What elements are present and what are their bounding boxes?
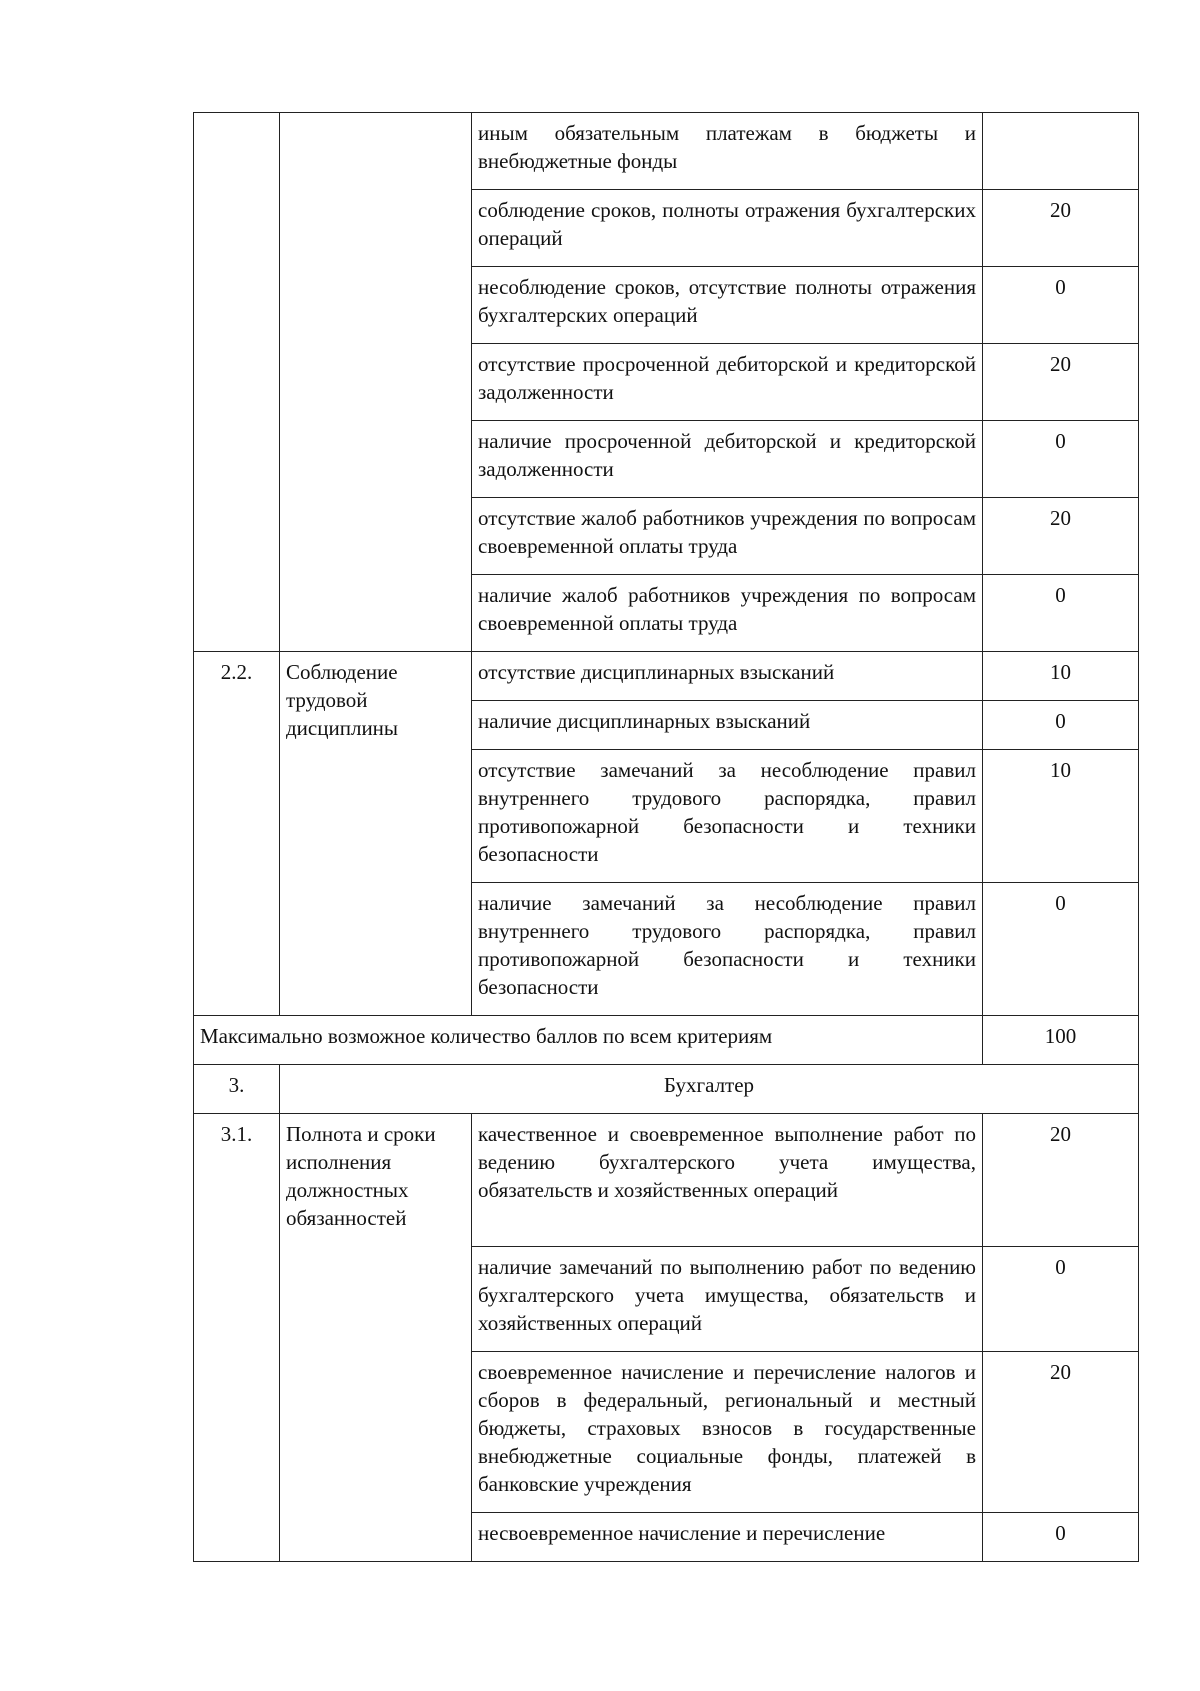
score-cell: 10	[983, 750, 1139, 883]
score-cell: 20	[983, 498, 1139, 575]
criterion-cell: иным обязательным платежам в бюджеты и внебюджетные фонды	[472, 113, 983, 190]
score-cell: 20	[983, 344, 1139, 421]
score-cell: 0	[983, 575, 1139, 652]
total-row	[194, 1016, 1139, 1065]
score-cell: 20	[983, 1114, 1139, 1247]
criterion-cell: наличие замечаний по выполнению работ по ведению бухгалтерского учета имущества, обязательств и хозяйственных операций	[472, 1247, 983, 1352]
table-row	[194, 113, 1139, 190]
criterion-cell: своевременное начисление и перечисление налогов и сборов в федеральный, региональный и местный бюджеты, страховых взносов в государственные внебюджетные социальные фонды, платежей в банковские учреждения	[472, 1352, 983, 1513]
section-header-row	[194, 1065, 1139, 1114]
number-cell	[194, 113, 280, 652]
criterion-cell: несоблюдение сроков, отсутствие полноты отражения бухгалтерских операций	[472, 267, 983, 344]
total-score: 100	[983, 1016, 1139, 1065]
score-cell: 20	[983, 1352, 1139, 1513]
criterion-cell: наличие дисциплинарных взысканий	[472, 701, 983, 750]
criterion-cell: несвоевременное начисление и перечисление	[472, 1513, 983, 1562]
criterion-cell: отсутствие просроченной дебиторской и кредиторской задолженности	[472, 344, 983, 421]
score-cell: 10	[983, 652, 1139, 701]
table-row	[194, 1114, 1139, 1247]
criterion-cell: наличие просроченной дебиторской и кредиторской задолженности	[472, 421, 983, 498]
table-row	[194, 652, 1139, 701]
score-cell: 0	[983, 1513, 1139, 1562]
criterion-cell: наличие замечаний за несоблюдение правил внутреннего трудового распорядка, правил противопожарной безопасности и техники безопасности	[472, 883, 983, 1016]
section-number: 3.	[194, 1065, 280, 1114]
indicator-cell: Соблюдение трудовой дисциплины	[280, 652, 472, 1016]
score-cell	[983, 113, 1139, 190]
score-cell: 0	[983, 421, 1139, 498]
score-cell: 0	[983, 883, 1139, 1016]
indicator-cell	[280, 113, 472, 652]
score-cell: 0	[983, 1247, 1139, 1352]
criterion-cell: отсутствие замечаний за несоблюдение правил внутреннего трудового распорядка, правил противопожарной безопасности и техники безопасности	[472, 750, 983, 883]
number-cell: 3.1.	[194, 1114, 280, 1562]
indicator-cell: Полнота и сроки исполнения должностных обязанностей	[280, 1114, 472, 1562]
criterion-cell: качественное и своевременное выполнение работ по ведению бухгалтерского учета имущества, обязательств и хозяйственных операций	[472, 1114, 983, 1247]
criterion-cell: отсутствие жалоб работников учреждения по вопросам своевременной оплаты труда	[472, 498, 983, 575]
score-cell: 0	[983, 701, 1139, 750]
criterion-cell: отсутствие дисциплинарных взысканий	[472, 652, 983, 701]
criterion-cell: наличие жалоб работников учреждения по вопросам своевременной оплаты труда	[472, 575, 983, 652]
score-cell: 0	[983, 267, 1139, 344]
total-label: Максимально возможное количество баллов по всем критериям	[194, 1016, 983, 1065]
criterion-cell: соблюдение сроков, полноты отражения бухгалтерских операций	[472, 190, 983, 267]
section-title: Бухгалтер	[280, 1065, 1139, 1114]
criteria-table	[193, 112, 1139, 1562]
number-cell: 2.2.	[194, 652, 280, 1016]
score-cell: 20	[983, 190, 1139, 267]
